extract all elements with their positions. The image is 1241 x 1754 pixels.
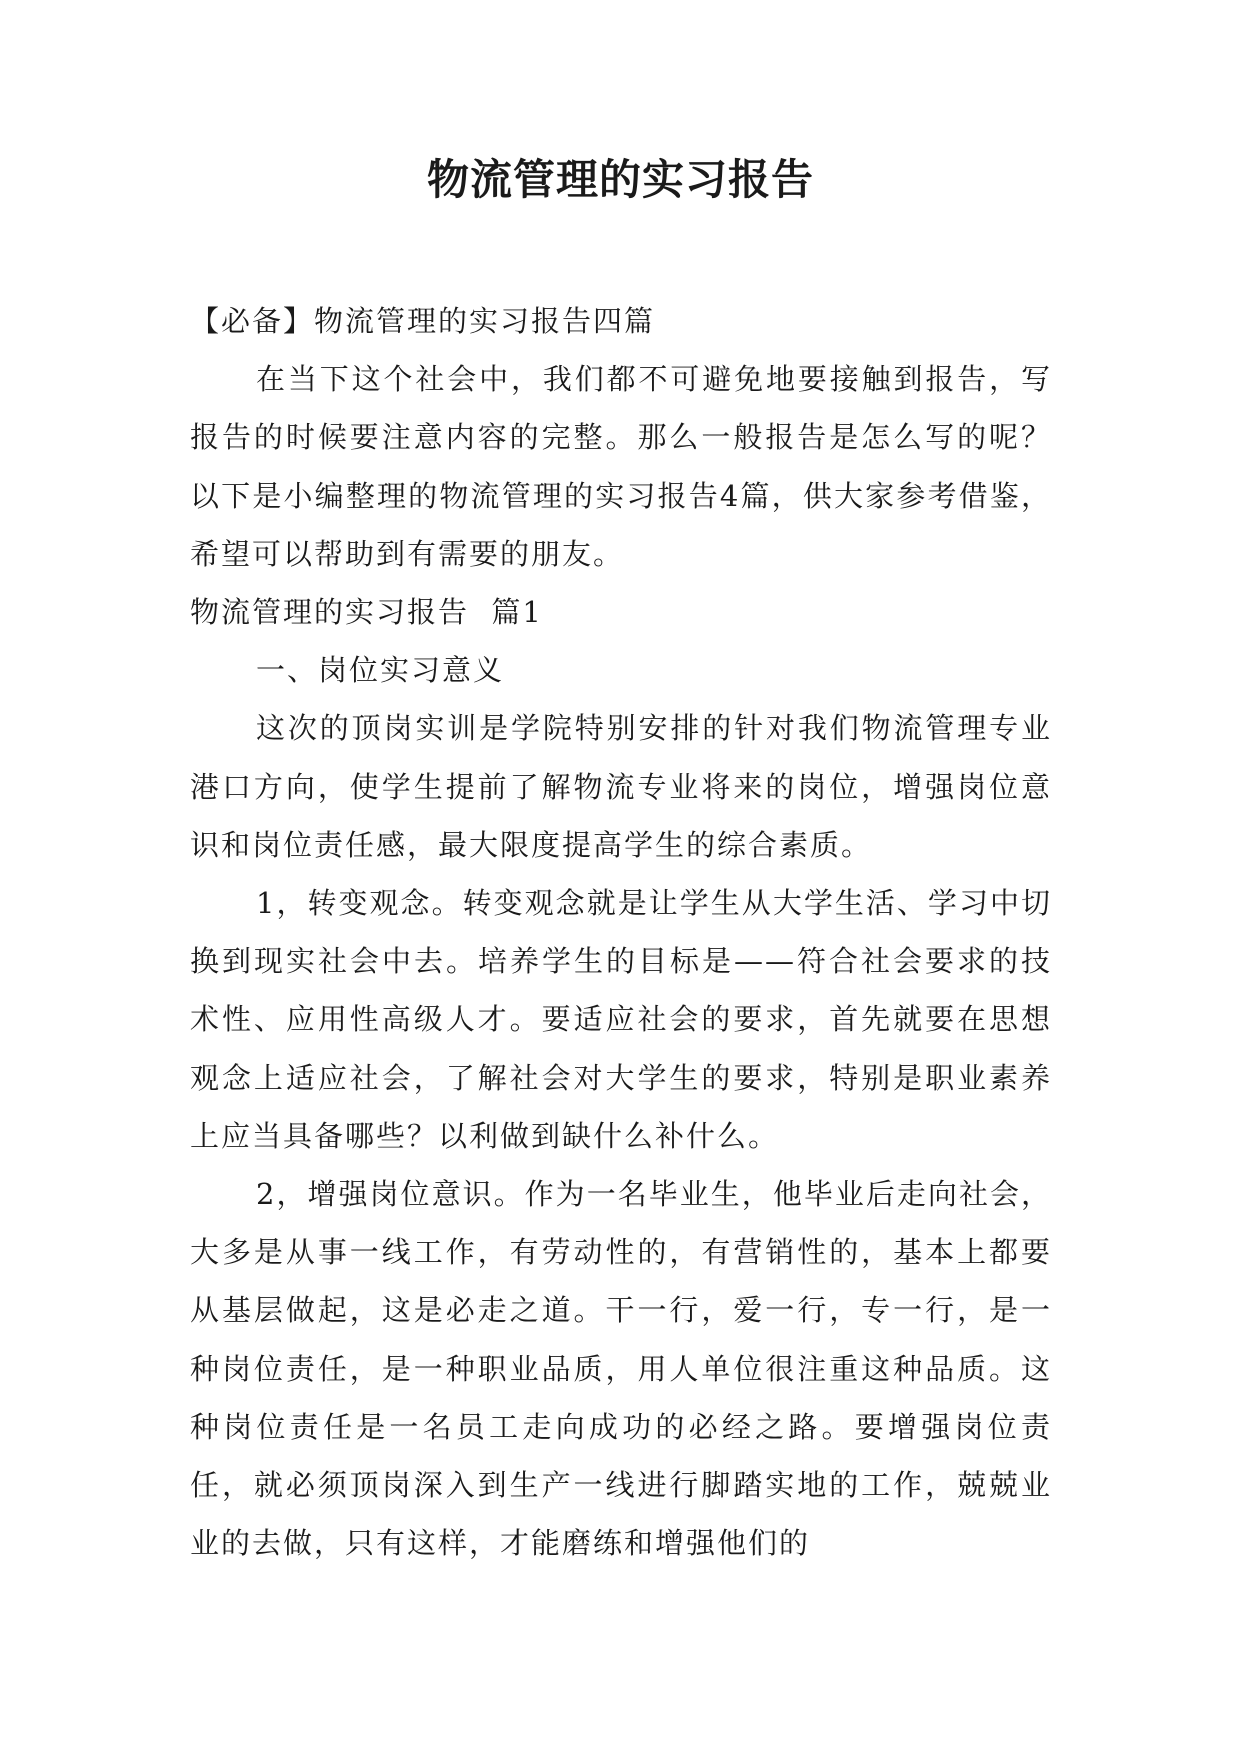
section-heading: 物流管理的实习报告 篇1	[190, 595, 543, 630]
document-body	[190, 292, 1052, 1572]
document-subtitle: 【必备】物流管理的实习报告四篇	[190, 304, 656, 338]
intro-paragraph: 在当下这个社会中，我们都不可避免地要接触到报告，写报告的时候要注意内容的完整。那么一般报告是怎么写的呢？以下是小编整理的物流管理的实习报告4篇，供大家参考借鉴，希望可以帮助到有需要的朋友。	[190, 362, 1052, 571]
document-title: 物流管理的实习报告	[426, 155, 814, 204]
body-paragraph: 1，转变观念。转变观念就是让学生从大学生活、学习中切换到现实社会中去。培养学生的目标是——符合社会要求的技术性、应用性高级人才。要适应社会的要求，首先就要在思想观念上适应社会，了解社会对大学生的要求，特别是职业素养上应当具备哪些？以利做到缺什么补什么。	[190, 886, 1052, 1153]
body-paragraph: 2，增强岗位意识。作为一名毕业生，他毕业后走向社会，大多是从事一线工作，有劳动性的，有营销性的，基本上都要从基层做起，这是必走之道。干一行，爱一行，专一行，是一种岗位责任，是一种职业品质，用人单位很注重这种品质。这种岗位责任是一名员工走向成功的必经之路。要增强岗位责任，就必须顶岗深入到生产一线进行脚踏实地的工作，兢兢业业的去做，只有这样，才能磨练和增强他们的	[190, 1177, 1052, 1561]
section-subheading: 一、岗位实习意义	[256, 653, 505, 688]
body-paragraph: 这次的顶岗实训是学院特别安排的针对我们物流管理专业港口方向，使学生提前了解物流专业将来的岗位，增强岗位意识和岗位责任感，最大限度提高学生的综合素质。	[190, 711, 1052, 862]
